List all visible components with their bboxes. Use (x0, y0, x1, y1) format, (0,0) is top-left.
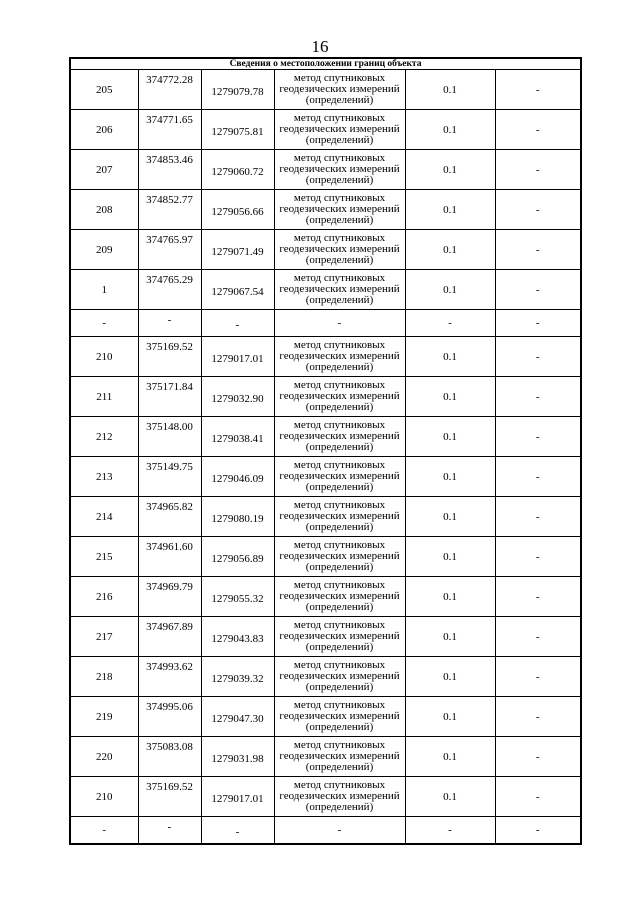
accuracy-cell: 0.1 (405, 190, 495, 230)
coordinate-x-cell: 375169.52 (138, 777, 201, 817)
method-line: геодезических измерений (279, 123, 400, 135)
point-number-cell: 211 (70, 377, 138, 417)
method-line: метод спутниковых (293, 272, 386, 284)
method-line: геодезических измерений (279, 390, 400, 402)
note-cell: - (495, 190, 581, 230)
point-number-cell: 216 (70, 577, 138, 617)
coordinate-y-cell: 1279032.90 (201, 377, 274, 417)
coordinate-x-cell: 374995.06 (138, 697, 201, 737)
method-line: геодезических измерений (279, 750, 400, 762)
method-line: метод спутниковых (293, 739, 386, 751)
coordinate-x-cell: 374965.82 (138, 497, 201, 537)
method-line: (определений) (305, 441, 374, 453)
coordinate-x-cell: 374765.29 (138, 270, 201, 310)
method-line: (определений) (305, 134, 374, 146)
coordinate-y-cell: 1279047.30 (201, 697, 274, 737)
note-cell: - (495, 657, 581, 697)
method-line: (определений) (305, 521, 374, 533)
coordinate-y-cell: 1279071.49 (201, 230, 274, 270)
accuracy-cell: - (405, 310, 495, 337)
method-line: метод спутниковых (293, 72, 386, 84)
method-line: метод спутниковых (293, 192, 386, 204)
method-cell (274, 110, 405, 150)
coordinate-y-cell: 1279046.09 (201, 457, 274, 497)
method-line: геодезических измерений (279, 243, 400, 255)
coordinate-x-cell: 375171.84 (138, 377, 201, 417)
method-cell (274, 230, 405, 270)
point-number-cell: 207 (70, 150, 138, 190)
method-line: (определений) (305, 361, 374, 373)
coordinate-x-cell: - (138, 310, 201, 337)
table-row (70, 737, 581, 777)
coordinate-x-cell: 374771.65 (138, 110, 201, 150)
point-number-cell: 217 (70, 617, 138, 657)
accuracy-cell: 0.1 (405, 230, 495, 270)
accuracy-cell: 0.1 (405, 377, 495, 417)
method-line: (определений) (305, 481, 374, 493)
method-line: геодезических измерений (279, 83, 400, 95)
point-number-cell: 210 (70, 337, 138, 377)
point-number-cell: 215 (70, 537, 138, 577)
method-line: метод спутниковых (293, 579, 386, 591)
method-line: метод спутниковых (293, 619, 386, 631)
note-cell: - (495, 457, 581, 497)
coordinate-x-cell: 375083.08 (138, 737, 201, 777)
point-number-cell: 1 (70, 270, 138, 310)
method-line: геодезических измерений (279, 163, 400, 175)
coordinate-y-cell: 1279017.01 (201, 777, 274, 817)
method-line: метод спутниковых (293, 232, 386, 244)
point-number-cell: 208 (70, 190, 138, 230)
method-line: геодезических измерений (279, 510, 400, 522)
table-row (70, 150, 581, 190)
table-separator-row (70, 310, 581, 337)
accuracy-cell: 0.1 (405, 737, 495, 777)
point-number-cell: 214 (70, 497, 138, 537)
coordinate-y-cell: 1279039.32 (201, 657, 274, 697)
accuracy-cell: 0.1 (405, 497, 495, 537)
table-row (70, 577, 581, 617)
method-cell (274, 337, 405, 377)
method-cell (274, 497, 405, 537)
method-line: метод спутниковых (293, 419, 386, 431)
method-cell (274, 617, 405, 657)
method-line: (определений) (305, 801, 374, 813)
coordinate-x-cell: 374852.77 (138, 190, 201, 230)
coordinate-x-cell: 374765.97 (138, 230, 201, 270)
coordinate-x-cell: 374961.60 (138, 537, 201, 577)
table-row (70, 190, 581, 230)
method-line: метод спутниковых (293, 699, 386, 711)
note-cell: - (495, 697, 581, 737)
note-cell: - (495, 617, 581, 657)
coordinate-y-cell: 1279017.01 (201, 337, 274, 377)
accuracy-cell: 0.1 (405, 697, 495, 737)
table-row (70, 417, 581, 457)
note-cell: - (495, 497, 581, 537)
table-row (70, 337, 581, 377)
point-number-cell: 220 (70, 737, 138, 777)
point-number-cell: 210 (70, 777, 138, 817)
method-line: (определений) (305, 561, 374, 573)
method-cell (274, 457, 405, 497)
method-line: метод спутниковых (293, 499, 386, 511)
coordinate-y-cell: 1279055.32 (201, 577, 274, 617)
method-cell (274, 657, 405, 697)
method-line: метод спутниковых (293, 152, 386, 164)
method-cell (274, 577, 405, 617)
accuracy-cell: 0.1 (405, 657, 495, 697)
method-line: метод спутниковых (293, 659, 386, 671)
method-line: метод спутниковых (293, 539, 386, 551)
method-cell (274, 190, 405, 230)
method-line: (определений) (305, 401, 374, 413)
method-cell (274, 70, 405, 110)
coordinate-y-cell: - (201, 310, 274, 337)
accuracy-cell: 0.1 (405, 110, 495, 150)
table-row (70, 617, 581, 657)
page-number: 16 (311, 37, 329, 56)
coordinate-y-cell: 1279038.41 (201, 417, 274, 457)
coordinate-y-cell: 1279031.98 (201, 737, 274, 777)
coordinate-x-cell: 374967.89 (138, 617, 201, 657)
method-line: геодезических измерений (279, 710, 400, 722)
coordinate-x-cell: 374993.62 (138, 657, 201, 697)
table-title: Сведения о местоположении границ объекта (70, 58, 581, 70)
table-row (70, 110, 581, 150)
method-cell (274, 417, 405, 457)
coordinate-x-cell: 374772.28 (138, 70, 201, 110)
accuracy-cell: 0.1 (405, 457, 495, 497)
method-line: (определений) (305, 761, 374, 773)
coordinate-y-cell: - (201, 817, 274, 845)
method-cell (274, 777, 405, 817)
note-cell: - (495, 150, 581, 190)
method-line: геодезических измерений (279, 470, 400, 482)
table-row (70, 230, 581, 270)
table-row (70, 497, 581, 537)
coordinate-y-cell: 1279075.81 (201, 110, 274, 150)
method-line: (определений) (305, 254, 374, 266)
point-number-cell: - (70, 817, 138, 845)
method-line: геодезических измерений (279, 283, 400, 295)
method-line: метод спутниковых (293, 459, 386, 471)
boundary-coordinates-table (69, 57, 582, 845)
note-cell: - (495, 337, 581, 377)
accuracy-cell: 0.1 (405, 337, 495, 377)
point-number-cell: 212 (70, 417, 138, 457)
coordinate-x-cell: 375149.75 (138, 457, 201, 497)
method-line: (определений) (305, 94, 374, 106)
method-line: (определений) (305, 681, 374, 693)
table-row (70, 657, 581, 697)
point-number-cell: 219 (70, 697, 138, 737)
coordinate-y-cell: 1279056.66 (201, 190, 274, 230)
point-number-cell: 205 (70, 70, 138, 110)
method-line: геодезических измерений (279, 203, 400, 215)
accuracy-cell: 0.1 (405, 70, 495, 110)
coordinate-x-cell: 374853.46 (138, 150, 201, 190)
accuracy-cell: 0.1 (405, 417, 495, 457)
method-line: геодезических измерений (279, 630, 400, 642)
method-line: метод спутниковых (293, 379, 386, 391)
method-line: метод спутниковых (293, 779, 386, 791)
note-cell: - (495, 230, 581, 270)
point-number-cell: 206 (70, 110, 138, 150)
accuracy-cell: 0.1 (405, 577, 495, 617)
accuracy-cell: 0.1 (405, 270, 495, 310)
coordinate-x-cell: 374969.79 (138, 577, 201, 617)
coordinate-y-cell: 1279080.19 (201, 497, 274, 537)
table-row (70, 70, 581, 110)
accuracy-cell: - (405, 817, 495, 845)
method-line: (определений) (305, 641, 374, 653)
coordinate-y-cell: 1279067.54 (201, 270, 274, 310)
method-line: геодезических измерений (279, 790, 400, 802)
method-line: метод спутниковых (293, 112, 386, 124)
method-line: геодезических измерений (279, 590, 400, 602)
coordinate-x-cell: 375148.00 (138, 417, 201, 457)
note-cell: - (495, 777, 581, 817)
method-line: геодезических измерений (279, 670, 400, 682)
note-cell: - (495, 310, 581, 337)
table-separator-row (70, 817, 581, 845)
coordinate-x-cell: 375169.52 (138, 337, 201, 377)
method-line: (определений) (305, 174, 374, 186)
point-number-cell: 209 (70, 230, 138, 270)
method-line: (определений) (305, 601, 374, 613)
note-cell: - (495, 537, 581, 577)
coordinate-y-cell: 1279060.72 (201, 150, 274, 190)
method-cell (274, 737, 405, 777)
accuracy-cell: 0.1 (405, 777, 495, 817)
method-cell (274, 270, 405, 310)
note-cell: - (495, 377, 581, 417)
method-cell (274, 697, 405, 737)
method-line: (определений) (305, 721, 374, 733)
method-line: метод спутниковых (293, 339, 386, 351)
accuracy-cell: 0.1 (405, 617, 495, 657)
method-line: геодезических измерений (279, 350, 400, 362)
table-title-row (70, 58, 581, 70)
table-row (70, 537, 581, 577)
method-line: геодезических измерений (279, 550, 400, 562)
note-cell: - (495, 70, 581, 110)
note-cell: - (495, 817, 581, 845)
method-cell (274, 150, 405, 190)
coordinate-y-cell: 1279043.83 (201, 617, 274, 657)
method-cell: - (274, 817, 405, 845)
note-cell: - (495, 577, 581, 617)
method-cell: - (274, 310, 405, 337)
coordinate-x-cell: - (138, 817, 201, 845)
table-row (70, 457, 581, 497)
note-cell: - (495, 417, 581, 457)
note-cell: - (495, 110, 581, 150)
table-row (70, 377, 581, 417)
method-line: (определений) (305, 214, 374, 226)
method-line: геодезических измерений (279, 430, 400, 442)
point-number-cell: 218 (70, 657, 138, 697)
note-cell: - (495, 737, 581, 777)
table-row (70, 270, 581, 310)
method-cell (274, 537, 405, 577)
table-row (70, 697, 581, 737)
coordinate-y-cell: 1279079.78 (201, 70, 274, 110)
point-number-cell: - (70, 310, 138, 337)
accuracy-cell: 0.1 (405, 537, 495, 577)
point-number-cell: 213 (70, 457, 138, 497)
accuracy-cell: 0.1 (405, 150, 495, 190)
coordinate-y-cell: 1279056.89 (201, 537, 274, 577)
table-row (70, 777, 581, 817)
note-cell: - (495, 270, 581, 310)
method-cell (274, 377, 405, 417)
method-line: (определений) (305, 294, 374, 306)
